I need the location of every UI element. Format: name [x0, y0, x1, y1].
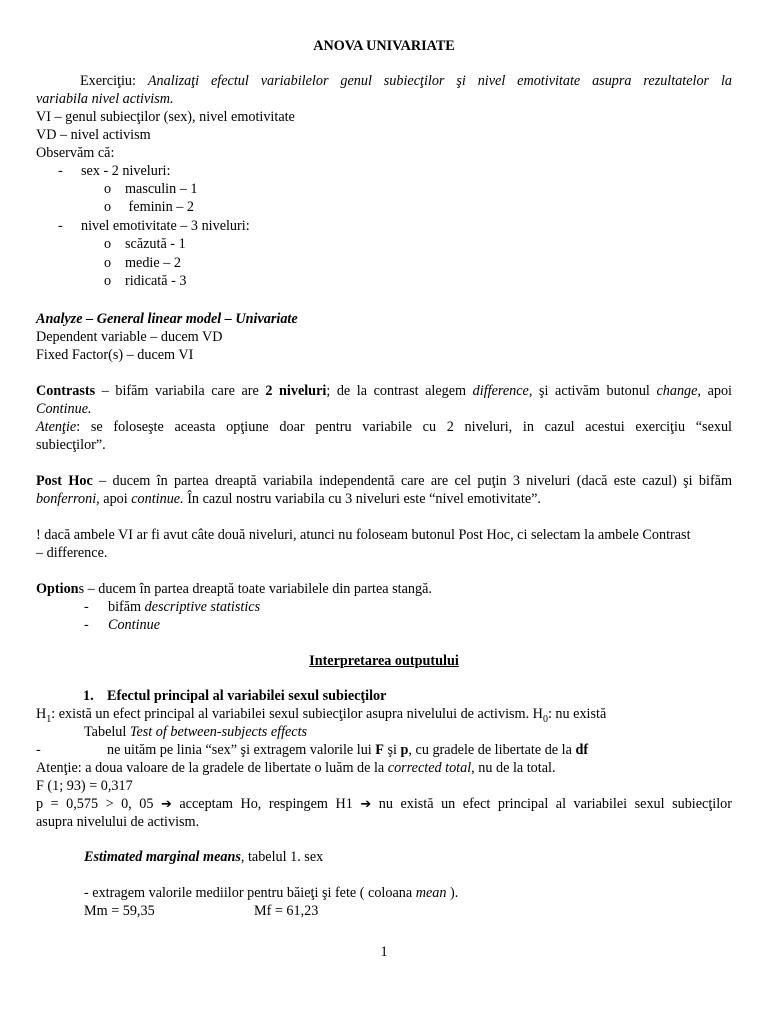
- mean-female: Mf = 61,23: [254, 903, 319, 919]
- bullet: o: [104, 273, 112, 289]
- bullet: o: [104, 236, 112, 252]
- h1-subscript: 1: [46, 713, 52, 725]
- contrasts-text: şi activăm butonul: [532, 383, 657, 399]
- contrasts-line-1: [36, 383, 732, 400]
- table-ref-name: Test of between-subjects effects: [129, 724, 308, 740]
- exercise-text: Analizaţi efectul variabilelor genul subiecţilor şi nivel emotivitate asupra rezultatelor la: [147, 73, 733, 89]
- options-item-continue: Continue: [108, 617, 161, 633]
- fixed-factor-line: Fixed Factor(s) – ducem VI: [36, 347, 194, 363]
- page-number: 1: [380, 944, 388, 960]
- attention-label: Atenţie: [36, 419, 77, 435]
- means-text: ).: [446, 885, 459, 901]
- h-label: H: [36, 706, 47, 722]
- table-reference-line: [84, 724, 307, 741]
- bullet: o: [104, 199, 112, 215]
- posthoc-continue: continue.: [131, 491, 184, 507]
- factor-emotivitate: nivel emotivitate – 3 niveluri:: [81, 218, 250, 234]
- instruction-text: ne uităm pe linia “sex” şi extragem valorile lui: [107, 742, 376, 758]
- contrasts-difference: difference,: [472, 383, 533, 399]
- emm-label: Estimated marginal means: [84, 849, 241, 865]
- h0-subscript: 0: [542, 713, 548, 725]
- attention-df-line: [36, 760, 556, 777]
- factor-sex: sex - 2 niveluri:: [81, 163, 171, 179]
- posthoc-heading: Post Hoc: [36, 473, 93, 489]
- level-masculin: masculin – 1: [125, 181, 198, 197]
- instruction-text: şi: [383, 742, 401, 758]
- contrasts-attention-line-2: subiecţilor”.: [36, 437, 106, 453]
- contrasts-text: apoi: [700, 383, 732, 399]
- vd-line: VD – nivel activism: [36, 127, 151, 143]
- page-title: ANOVA UNIVARIATE: [313, 38, 455, 54]
- section-number: 1.: [83, 688, 94, 704]
- p-value-text: nu există un efect principal al variabilei sexul subiecţilor: [371, 796, 732, 812]
- p-value-line-2: asupra nivelului de activism.: [36, 814, 200, 830]
- options-item-descriptive: [108, 599, 260, 616]
- list-dash: -: [58, 163, 63, 179]
- h1-text: : există un efect principal al variabilei sexul subiecţilor asupra nivelului de activism. H: [51, 706, 543, 722]
- instruction-text: , cu gradele de libertate de la: [408, 742, 576, 758]
- observe-line: Observăm că:: [36, 145, 115, 161]
- note-line-1: ! dacă ambele VI ar fi avut câte două niveluri, atunci nu foloseam butonul Post Hoc, ci selectam la ambele Contrast: [36, 527, 691, 543]
- table-ref-text: Tabelul: [84, 724, 130, 740]
- p-value-text: p = 0,575 > 0, 05: [36, 796, 161, 812]
- f-symbol: F: [375, 742, 384, 758]
- attention-text: : se foloseşte aceasta opţiune doar pentru variabile cu 2 niveluri, in cazul acestui exerciţiu “sexul: [76, 419, 732, 435]
- level-ridicata: ridicată - 3: [125, 273, 187, 289]
- contrasts-change: change,: [656, 383, 701, 399]
- bullet: o: [104, 181, 112, 197]
- vi-line: VI – genul subiecţilor (sex), nivel emotivitate: [36, 109, 295, 125]
- p-value-line-1: [36, 796, 732, 813]
- options-line: [36, 581, 432, 598]
- contrasts-text: – bifăm variabila care are: [95, 383, 266, 399]
- analyze-menu-path: Analyze – General linear model – Univariate: [36, 311, 298, 327]
- level-medie: medie – 2: [125, 255, 181, 271]
- instruction-line: [107, 742, 588, 759]
- arrow-icon: ➔: [160, 797, 172, 812]
- df-symbol: df: [575, 742, 589, 758]
- f-value-line: F (1; 93) = 0,317: [36, 778, 133, 794]
- means-line: [84, 885, 458, 902]
- mean-male: Mm = 59,35: [84, 903, 155, 919]
- arrow-icon: ➔: [360, 797, 372, 812]
- list-dash: -: [58, 218, 63, 234]
- emm-text: , tabelul 1. sex: [240, 849, 324, 865]
- exercise-line-2: variabila nivel activism.: [36, 91, 174, 107]
- contrasts-levels: 2 niveluri: [265, 383, 327, 399]
- posthoc-text: apoi: [99, 491, 132, 507]
- level-scazuta: scăzută - 1: [125, 236, 186, 252]
- section-heading: Interpretarea outputului: [309, 653, 459, 669]
- subsection-title: Efectul principal al variabilei sexul subiecţilor: [107, 688, 387, 704]
- contrasts-text: ; de la contrast alegem: [326, 383, 473, 399]
- posthoc-line-1: [36, 473, 732, 490]
- corrected-total: corrected total: [387, 760, 472, 776]
- exercise-label: Exerciţiu:: [80, 73, 136, 89]
- attention-text: , nu de la total.: [471, 760, 556, 776]
- contrasts-continue: Continue.: [36, 401, 92, 417]
- list-dash: -: [84, 599, 89, 615]
- contrasts-heading: Contrasts: [36, 383, 96, 399]
- options-heading: Option: [36, 581, 79, 597]
- options-item-text: bifăm: [108, 599, 145, 615]
- h0-text: : nu există: [547, 706, 607, 722]
- emm-line: [84, 849, 323, 866]
- contrasts-attention-line-1: [36, 419, 732, 436]
- list-dash: -: [36, 742, 41, 758]
- posthoc-text: În cazul nostru variabila cu 3 niveluri este “nivel emotivitate”.: [183, 491, 541, 507]
- note-line-2: – difference.: [36, 545, 108, 561]
- attention-text: Atenţie: a doua valoare de la gradele de libertate o luăm de la: [36, 760, 388, 776]
- posthoc-text: – ducem în partea dreaptă variabila independentă care are cel puţin 3 niveluri (dacă este cazul) şi bifăm: [92, 473, 733, 489]
- list-dash: -: [84, 617, 89, 633]
- options-text: s – ducem în partea dreaptă toate variabilele din partea stangă.: [78, 581, 432, 597]
- posthoc-line-2: [36, 491, 541, 508]
- hypotheses-line: [36, 706, 606, 723]
- bullet: o: [104, 255, 112, 271]
- means-text: - extragem valorile mediilor pentru băieţi şi fete ( coloana: [84, 885, 416, 901]
- options-item-descriptive-statistics: descriptive statistics: [144, 599, 261, 615]
- p-symbol: p: [400, 742, 409, 758]
- dependent-variable-line: Dependent variable – ducem VD: [36, 329, 223, 345]
- mean-column: mean: [415, 885, 447, 901]
- p-value-text: acceptam Ho, respingem H1: [171, 796, 361, 812]
- level-feminin: feminin – 2: [125, 199, 194, 215]
- exercise-line-1: [36, 73, 732, 90]
- posthoc-bonferroni: bonferroni,: [36, 491, 100, 507]
